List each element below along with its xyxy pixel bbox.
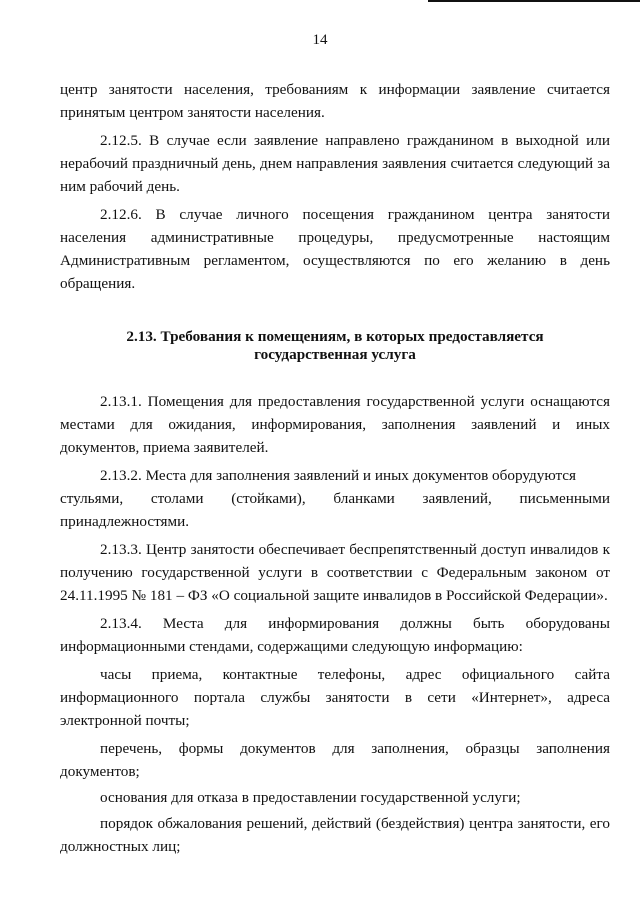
document-body	[60, 78, 610, 861]
paragraph-2-12-6: 2.12.6. В случае личного посещения гражданином центра занятости населения административные процедуры, предусмотренные настоящим Административным регламентом, осуществляются по его желанию в день обращения.	[60, 206, 610, 292]
top-border-line	[428, 0, 640, 2]
section-heading-2-13	[60, 328, 610, 364]
word: контактные	[222, 666, 298, 683]
word: адрес	[405, 666, 442, 683]
page-number: 14	[312, 32, 328, 48]
paragraph-2-13-4	[60, 612, 610, 658]
word: сайта	[574, 666, 610, 683]
section-heading-line2: государственная услуга	[254, 346, 416, 363]
word: оборудованы	[525, 615, 610, 632]
paragraph-2-13-4-line2: информационными стендами, содержащими следующую информацию:	[60, 638, 523, 655]
word: быть	[472, 615, 505, 632]
paragraph-2-13-1: 2.13.1. Помещения для предоставления государственной услуги оснащаются местами для ожидания, информирования, заполнения заявлений и иных документов, приема заявителей.	[60, 393, 610, 456]
paragraph-continuation: центр занятости населения, требованиям к информации заявление считается принятым центром занятости населения.	[60, 81, 610, 121]
list-item-hours	[60, 663, 610, 732]
word: столами	[150, 490, 204, 507]
paragraph-2-13-2	[60, 464, 610, 533]
word: заявлений,	[422, 490, 492, 507]
word: 2.13.4.	[100, 615, 142, 632]
paragraph-2-13-2-line3: принадлежностями.	[60, 513, 190, 530]
word: (стойками),	[231, 490, 306, 507]
paragraph-2-12-5: 2.12.5. В случае если заявление направлено гражданином в выходной или нерабочий праздничный день, днем направления заявления считается следующий за ним рабочий день.	[60, 132, 610, 195]
list-item-hours-line2: информационного портала службы занятости в сети «Интернет», адреса электронной почты;	[60, 689, 610, 729]
list-item-forms: перечень, формы документов для заполнения, образцы заполнения документов;	[60, 740, 610, 780]
word: телефоны,	[317, 666, 386, 683]
paragraph-2-13-2-line2	[60, 487, 610, 510]
paragraph-2-13-2-line1: 2.13.2. Места для заполнения заявлений и иных документов оборудуются	[100, 467, 577, 484]
word: бланками	[333, 490, 395, 507]
list-item-hours-line1	[60, 663, 610, 686]
word: письменными	[519, 490, 610, 507]
list-item-refusal-grounds: основания для отказа в предоставлении государственной услуги;	[100, 789, 521, 806]
paragraph-2-13-3: 2.13.3. Центр занятости обеспечивает беспрепятственный доступ инвалидов к получению государственной услуги в соответствии с Федеральным законом от 24.11.1995 № 181 – ФЗ «О социальной защите инвалидов в Российской Федерации».	[60, 541, 610, 604]
word: приема,	[151, 666, 203, 683]
word: информирования	[268, 615, 380, 632]
section-heading-line1: 2.13. Требования к помещениям, в которых предоставляется	[126, 328, 544, 345]
word: должны	[400, 615, 452, 632]
word: официального	[461, 666, 555, 683]
list-item-appeal-procedure: порядок обжалования решений, действий (бездействия) центра занятости, его должностных лиц;	[60, 815, 610, 855]
word: для	[224, 615, 248, 632]
paragraph-2-13-4-line1	[60, 612, 610, 635]
word: часы	[100, 666, 132, 683]
word: стульями,	[60, 490, 124, 507]
word: Места	[162, 615, 204, 632]
